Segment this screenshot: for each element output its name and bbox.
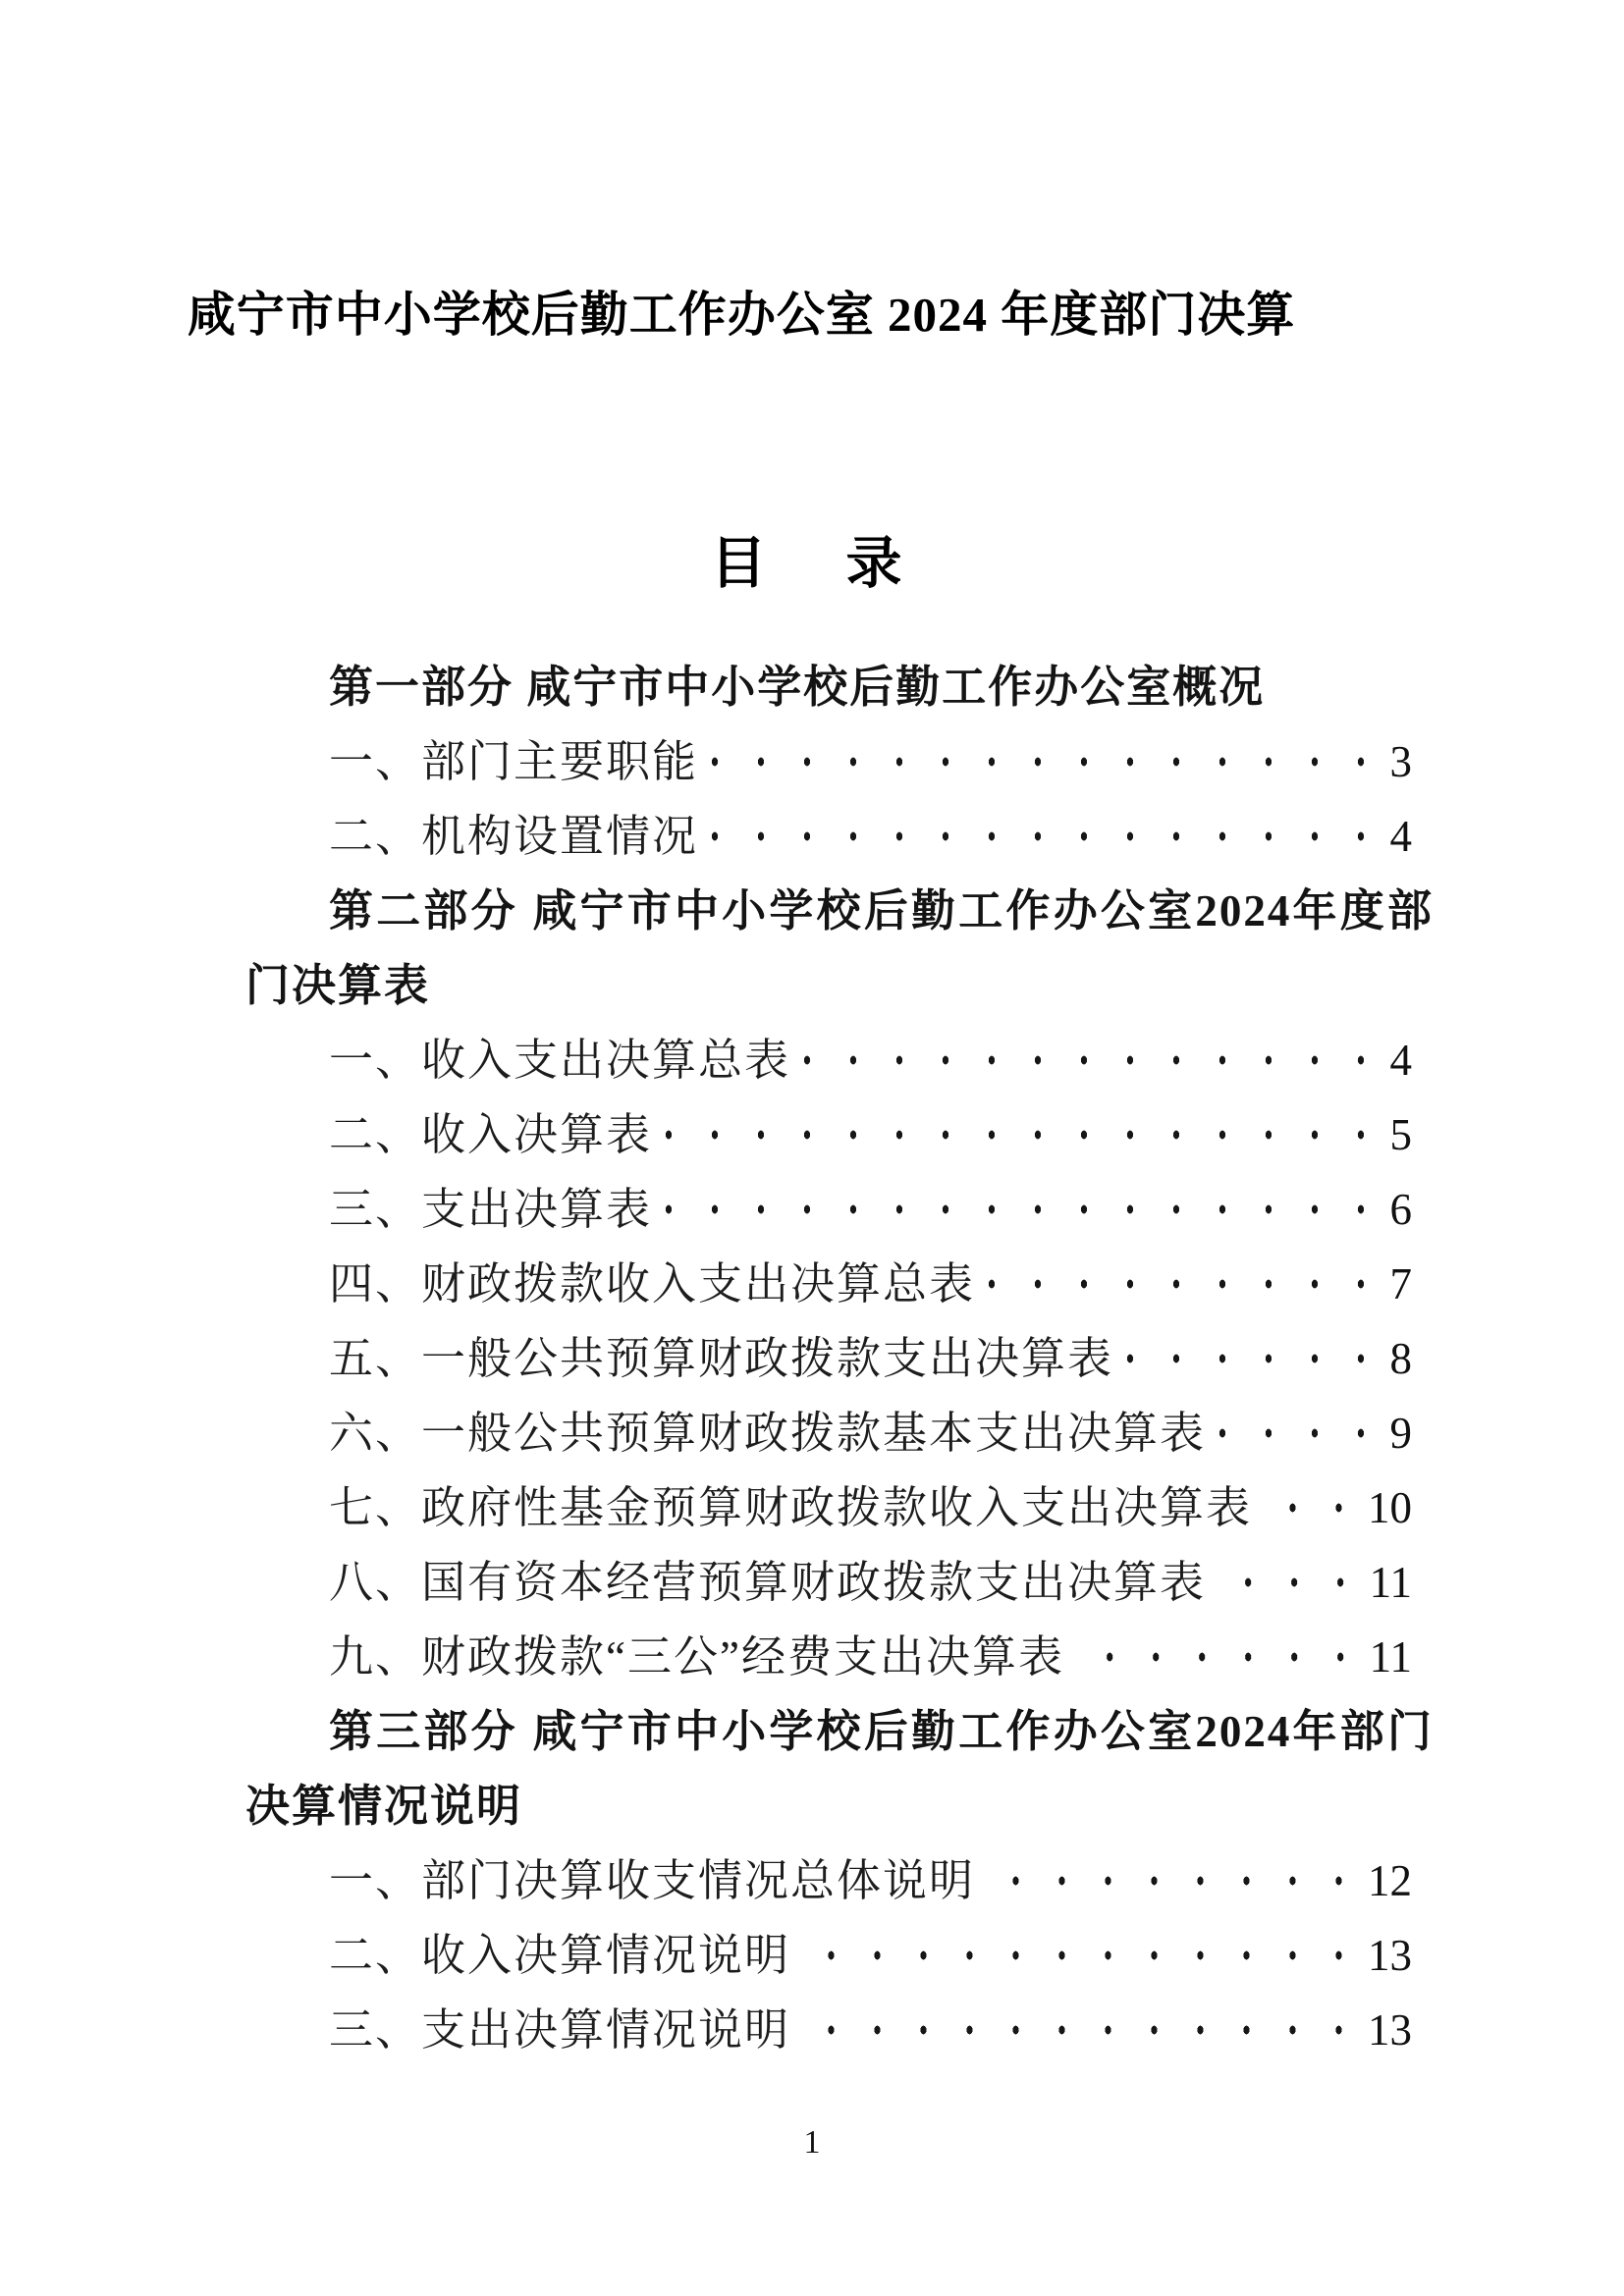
toc-entry-label: 二、收入决算情况说明 [329,1931,791,1980]
toc-entry [245,1470,1434,1545]
dot-leader [1258,1470,1368,1545]
toc-entry-label: 一、部门主要职能 [329,737,699,786]
toc-entry-label: 八、国有资本经营预算财政拨款支出决算表 [329,1558,1207,1607]
toc-entry [245,1620,1434,1694]
toc-entry [245,799,1434,874]
dot-leader [796,1023,1389,1097]
toc-entry [245,1918,1434,1993]
toc-entry [245,1396,1434,1470]
dot-leader [1212,1396,1389,1470]
toc-entry [245,724,1434,799]
toc-entry [245,1023,1434,1097]
toc-section-heading: 第三部分 咸宁市中小学校后勤工作办公室2024年部门决算情况说明 [245,1707,1434,1831]
toc-entry-label: 六、一般公共预算财政拨款基本支出决算表 [329,1409,1207,1458]
toc-entry-label: 五、一般公共预算财政拨款支出决算表 [329,1334,1114,1383]
document-title: 咸宁市中小学校后勤工作办公室 2024 年度部门决算 [187,288,1296,342]
toc-entry-label: 三、支出决算情况说明 [329,2005,791,2055]
toc-section-part2 [245,874,1434,1694]
toc-entry-page: 13 [1368,2005,1412,2055]
toc-entry-page: 12 [1368,1856,1412,1905]
toc-entry [245,1172,1434,1247]
dot-leader [1212,1545,1370,1620]
toc-entry-page: 9 [1389,1409,1412,1458]
toc-entry [245,1247,1434,1321]
table-of-contents [245,650,1434,2067]
toc-entry [245,1843,1434,1918]
toc-entry-label: 三、支出决算表 [329,1185,653,1234]
dot-leader [1119,1321,1389,1396]
dot-leader [658,1097,1389,1172]
toc-entry-label: 九、财政拨款“三公”经费支出决算表 [329,1632,1064,1682]
dot-leader [704,799,1389,874]
page-number: 1 [803,2124,821,2161]
toc-entry-page: 8 [1389,1334,1412,1383]
toc-entry [245,1097,1434,1172]
toc-entry-label: 二、收入决算表 [329,1110,653,1159]
toc-section-part3 [245,1694,1434,2067]
toc-heading: 目 录 [710,533,914,595]
toc-entry-label: 一、收入支出决算总表 [329,1036,791,1085]
toc-section-part1 [245,650,1434,874]
toc-entry-page: 10 [1368,1483,1412,1532]
dot-leader [1070,1620,1370,1694]
toc-entry-label: 四、财政拨款收入支出决算总表 [329,1259,976,1308]
toc-entry-page: 6 [1389,1185,1412,1234]
toc-entry-page: 11 [1369,1558,1412,1607]
toc-entry [245,1993,1434,2067]
toc-entry-page: 4 [1389,1036,1412,1085]
toc-entry-label: 七、政府性基金预算财政拨款收入支出决算表 [329,1483,1253,1532]
toc-entry-label: 二、机构设置情况 [329,812,699,861]
toc-entry [245,1545,1434,1620]
toc-entry-page: 11 [1369,1632,1412,1682]
toc-entry-page: 3 [1389,737,1412,786]
toc-entry [245,1321,1434,1396]
toc-entry-label: 一、部门决算收支情况总体说明 [329,1856,976,1905]
toc-entry-page: 7 [1389,1259,1412,1308]
dot-leader [981,1843,1368,1918]
toc-entry-page: 13 [1368,1931,1412,1980]
toc-entry-page: 4 [1389,812,1412,861]
dot-leader [704,724,1389,799]
toc-entry-page: 5 [1389,1110,1412,1159]
dot-leader [796,1993,1368,2067]
dot-leader [981,1247,1389,1321]
toc-section-heading: 第二部分 咸宁市中小学校后勤工作办公室2024年度部门决算表 [245,886,1434,1010]
dot-leader [658,1172,1389,1247]
toc-section-heading: 第一部分 咸宁市中小学校后勤工作办公室概况 [329,663,1266,712]
dot-leader [796,1918,1368,1993]
